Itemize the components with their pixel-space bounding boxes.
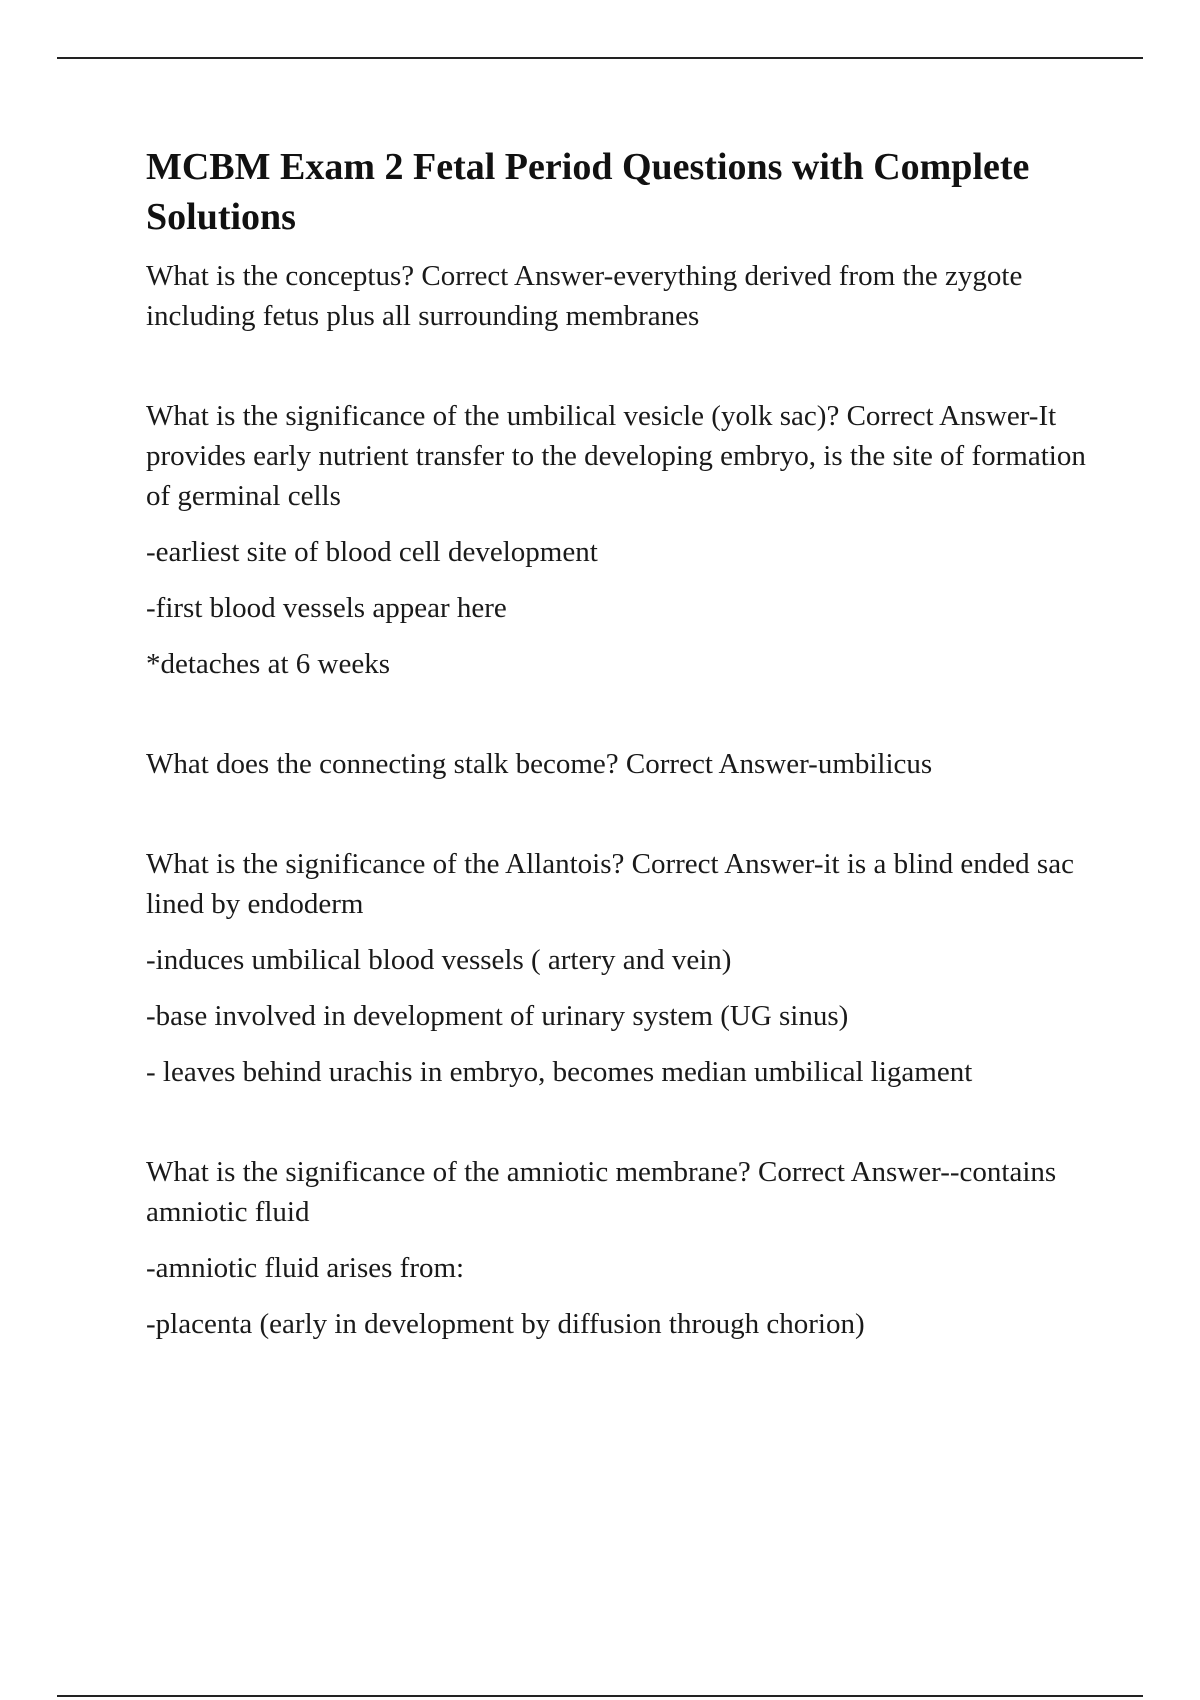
qa-item-umbilical-vesicle xyxy=(146,396,1106,684)
qa-item-connecting-stalk xyxy=(146,744,1106,784)
footer-rule xyxy=(57,1695,1143,1697)
qa-text: What is the significance of the Allantois? Correct Answer-it is a blind ended sac lined by endoderm xyxy=(146,848,1074,920)
qa-text: What does the connecting stalk become? Correct Answer-umbilicus xyxy=(146,748,933,780)
qa-item-conceptus xyxy=(146,256,1106,336)
qa-text: What is the significance of the umbilical vesicle (yolk sac)? Correct Answer-It provides early nutrient transfer to the developing embryo, is the site of formation of germinal cells xyxy=(146,400,1086,512)
qa-text: -placenta (early in development by diffusion through chorion) xyxy=(146,1308,865,1340)
document-title: MCBM Exam 2 Fetal Period Questions with Complete Solutions xyxy=(146,146,1030,238)
qa-text: -induces umbilical blood vessels ( artery and vein) xyxy=(146,944,732,976)
document-body xyxy=(146,142,1106,1344)
qa-item-amniotic-membrane xyxy=(146,1152,1106,1344)
qa-text: - leaves behind urachis in embryo, becomes median umbilical ligament xyxy=(146,1056,973,1088)
qa-text: -base involved in development of urinary system (UG sinus) xyxy=(146,1000,849,1032)
qa-text: -earliest site of blood cell development xyxy=(146,536,598,568)
qa-text: What is the conceptus? Correct Answer-everything derived from the zygote including fetus plus all surrounding membranes xyxy=(146,260,1023,332)
qa-text: What is the significance of the amniotic membrane? Correct Answer--contains amniotic fluid xyxy=(146,1156,1057,1228)
header-rule xyxy=(57,57,1143,59)
qa-item-allantois xyxy=(146,844,1106,1092)
qa-text: -first blood vessels appear here xyxy=(146,592,507,624)
qa-text: -amniotic fluid arises from: xyxy=(146,1252,465,1284)
qa-text: *detaches at 6 weeks xyxy=(146,648,390,680)
